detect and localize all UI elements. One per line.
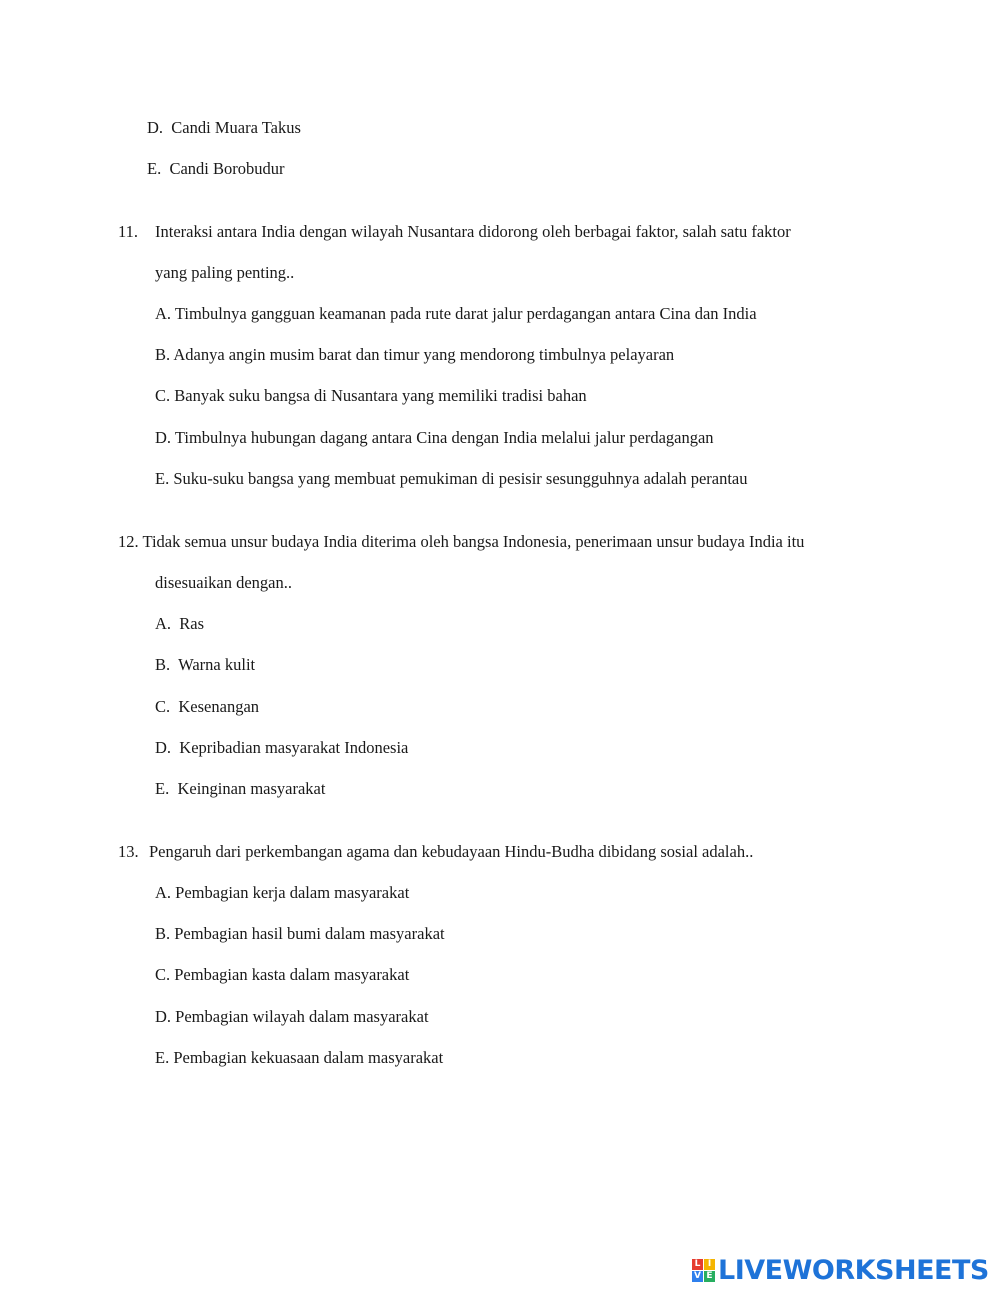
option-letter: E. [155, 779, 170, 798]
option-text: Warna kulit [178, 655, 256, 674]
q12-option-e[interactable] [155, 779, 325, 799]
q12-option-b[interactable] [155, 655, 255, 675]
q11-stem-line2: yang paling penting.. [155, 263, 295, 282]
option-letter: A. [155, 614, 172, 633]
q11-number: 11. [118, 222, 139, 241]
q10-option-e[interactable] [147, 159, 285, 179]
option-text: Kesenangan [178, 697, 260, 716]
q10-option-d[interactable] [147, 118, 301, 138]
option-letter: B. [155, 655, 171, 674]
logo-letter: E [704, 1271, 715, 1282]
option-text: Candi Muara Takus [171, 118, 301, 137]
liveworksheets-logo [692, 1254, 989, 1286]
logo-mark-icon [692, 1259, 715, 1282]
q11-option-e[interactable]: E. Suku-suku bangsa yang membuat pemukiman di pesisir sesungguhnya adalah perantau [155, 469, 748, 488]
q11-option-c[interactable]: C. Banyak suku bangsa di Nusantara yang memiliki tradisi bahan [155, 386, 587, 405]
option-letter: D. [155, 738, 172, 757]
q12-option-a[interactable] [155, 614, 204, 634]
q13-option-d[interactable]: D. Pembagian wilayah dalam masyarakat [155, 1007, 429, 1026]
logo-letter: I [704, 1259, 715, 1270]
q12-stem-line1: 12. Tidak semua unsur budaya India diterima oleh bangsa Indonesia, penerimaan unsur budaya India itu [118, 532, 805, 551]
logo-text: LIVEWORKSHEETS [718, 1254, 989, 1286]
logo-letter: V [692, 1271, 703, 1282]
option-text: Keinginan masyarakat [177, 779, 326, 798]
q13-number: 13. [118, 842, 139, 861]
option-text: Ras [179, 614, 205, 633]
q13-option-b[interactable]: B. Pembagian hasil bumi dalam masyarakat [155, 924, 445, 943]
q11-option-a[interactable]: A. Timbulnya gangguan keamanan pada rute darat jalur perdagangan antara Cina dan India [155, 304, 757, 323]
option-letter: C. [155, 697, 171, 716]
q12-option-d[interactable] [155, 738, 408, 758]
q11-stem-line1: Interaksi antara India dengan wilayah Nusantara didorong oleh berbagai faktor, salah satu faktor [155, 222, 791, 241]
option-text: Candi Borobudur [169, 159, 285, 178]
q13-option-e[interactable]: E. Pembagian kekuasaan dalam masyarakat [155, 1048, 444, 1067]
q11-option-d[interactable]: D. Timbulnya hubungan dagang antara Cina dengan India melalui jalur perdagangan [155, 428, 714, 447]
q13-stem: Pengaruh dari perkembangan agama dan kebudayaan Hindu-Budha dibidang sosial adalah.. [149, 842, 754, 861]
option-text: Kepribadian masyarakat Indonesia [179, 738, 409, 757]
q13-option-a[interactable]: A. Pembagian kerja dalam masyarakat [155, 883, 410, 902]
option-letter: E. [147, 159, 162, 178]
q12-stem-line2: disesuaikan dengan.. [155, 573, 293, 592]
q13-option-c[interactable]: C. Pembagian kasta dalam masyarakat [155, 965, 410, 984]
option-letter: D. [147, 118, 164, 137]
q11-option-b[interactable]: B. Adanya angin musim barat dan timur yang mendorong timbulnya pelayaran [155, 345, 675, 364]
q12-option-c[interactable] [155, 697, 259, 717]
logo-letter: L [692, 1259, 703, 1270]
